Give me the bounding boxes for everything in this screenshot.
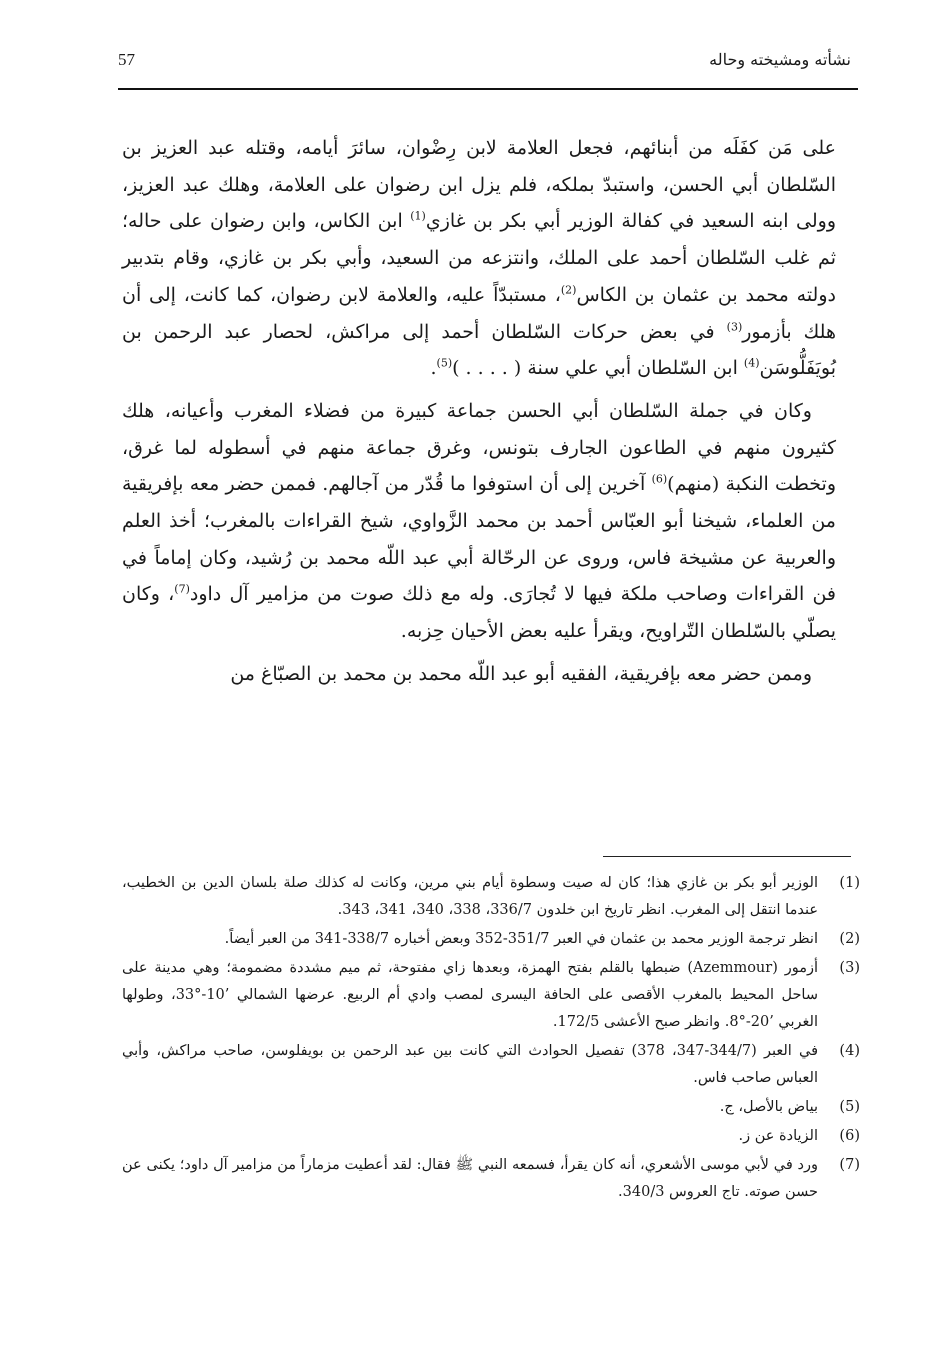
paragraph-1 — [122, 130, 836, 387]
paragraph-1-part-6: . — [430, 357, 437, 380]
footnote-number: (7) — [839, 1157, 860, 1173]
footnote — [122, 1152, 860, 1206]
footnote-text: الوزير أبو بكر بن غازي هذا؛ كان له صيت وسطوة أيام بني مرين، وكانت له كذلك صلة بلسان الدين بن الخطيب، عندما انتقل إلى المغرب. انظر تاريخ ابن خلدون 336/7، 338، 340، 341، 343. — [122, 875, 818, 918]
paragraph-1-part-5: ابن السّلطان أبي علي سنة ( . . . . ) — [452, 357, 744, 380]
paragraph-1-part-2: ابن الكاس، وابن رضوان على حاله؛ ثم غلب السّلطان أحمد على الملك، وانتزعه من السعيد، وأبي بكر بن غازي، وقام بتدبير دولته محمد بن عثمان بن الكاس — [122, 210, 836, 306]
footnote-text: ورد في لأبي موسى الأشعري، أنه كان يقرأ، فسمعه النبي ﷺ فقال: لقد أعطيت مزماراً من مزامير آل داود؛ يكنى عن حسن صوته. تاج العروس 340/3. — [122, 1157, 818, 1200]
footnote-number: (6) — [839, 1128, 860, 1144]
footnote-text: الزيادة عن ز. — [738, 1128, 818, 1144]
paragraph-1-part-1: على مَن كفَلَه من أبنائهم، فجعل العلامة لابن رِضْوان، سائرَ أيامه، وقتله عبد العزيز بن السّلطان أبي الحسن، واستبدّ بملكه، فلم يزل ابن رضوان على العلامة، وهلك عبد العزيز، وولى ابنه السعيد في كفالة الوزير أبي بكر بن غازي — [122, 137, 836, 233]
footnote-number: (1) — [839, 875, 860, 891]
footnotes — [122, 870, 860, 1206]
page-number: 57 — [118, 50, 135, 69]
paragraph-2-part-3: ، وكان يصلّي بالسّلطان التّراويح، ويقرأ عليه بعض الأحيان حِزبه. — [122, 583, 836, 643]
footnote-text: أزمور (Azemmour) ضبطها بالقلم بفتح الهمزة، وبعدها زاي مفتوحة، ثم ميم مشددة مضمومة؛ وهي مدينة على ساحل المحيط بالمغرب الأقصى على الحافة اليسرى لمصب وادي أم الربيع. عرضها الشمالي ’10-°33، وطولها الغربي ’20-°8. وانظر صبح الأعشى 172/5. — [122, 960, 818, 1030]
note-ref-4: (4) — [743, 356, 760, 370]
footnote-number: (4) — [839, 1043, 860, 1059]
note-ref-3: (3) — [726, 320, 743, 334]
paragraph-2 — [122, 393, 836, 650]
footnote — [122, 1123, 860, 1150]
footnote-number: (5) — [839, 1099, 860, 1115]
footnote-number: (2) — [839, 931, 860, 947]
footnote-text: انظر ترجمة الوزير محمد بن عثمان في العبر 351/7-352 وبعض أخباره 338/7-341 من العبر أيضاً. — [224, 931, 818, 947]
note-ref-7: (7) — [174, 583, 190, 597]
footnote — [122, 926, 860, 953]
paragraph-3-part-1: وممن حضر معه بإفريقية، الفقيه أبو عبد اللّه محمد بن محمد بن الصبّاغ من — [230, 662, 812, 685]
paragraph-1-part-3: ، مستبدّاً عليه، والعلامة لابن رضوان، كما كانت، إلى أن هلك بأزمور — [122, 283, 836, 343]
footnote — [122, 870, 860, 924]
footnote-number: (3) — [839, 960, 860, 976]
note-ref-5: (5) — [436, 356, 453, 370]
running-head: نشأته ومشيخته وحاله — [709, 50, 851, 69]
footnote — [122, 955, 860, 1036]
footnote-rule — [603, 856, 851, 857]
note-ref-6: (6) — [651, 473, 668, 486]
header-rule — [118, 88, 858, 90]
paragraph-3 — [122, 656, 836, 693]
footnote-text: بياض بالأصل، ج. — [719, 1099, 818, 1115]
footnote-text: في العبر (344/7-347، 378) تفصيل الحوادث التي كانت بين عبد الرحمن بن بويفلوسن، صاحب مراكش، وأبي العباس صاحب فاس. — [122, 1043, 818, 1086]
paragraph-2-part-1: وكان في جملة السّلطان أبي الحسن جماعة كبيرة من فضلاء المغرب وأعيانه، هلك كثيرون منهم في الطاعون الجارف بتونس، وغرق جماعة منهم في أسطوله لما غرق، وتخطت النكبة (منهم) — [122, 399, 837, 496]
note-ref-1: (1) — [410, 210, 426, 224]
footnote — [122, 1094, 860, 1121]
note-ref-2: (2) — [560, 283, 577, 297]
paragraph-1-part-4: في بعض حركات السّلطان أحمد إلى مراكش، لحصار عبد الرحمن بن بُويَفَلُّوسَن — [122, 320, 836, 380]
paragraph-2-part-2: آخرين إلى أن استوفوا ما قُدّر من آجالهم. فممن حضر معه بإفريقية من العلماء، شيخنا أبو العبّاس أحمد بن محمد الزَّواوي، شيخ القراءات بالمغرب؛ أخذ العلم والعربية عن مشيخة فاس، وروى عن الرحّالة أبي عبد اللّه محمد بن رُشيد، وكان إماماً في فن القراءات وصاحب ملكة فيها لا تُجارَى. وله مع ذلك صوت من مزامير آل داود — [122, 473, 836, 606]
footnote — [122, 1038, 860, 1092]
body-text — [122, 130, 836, 693]
